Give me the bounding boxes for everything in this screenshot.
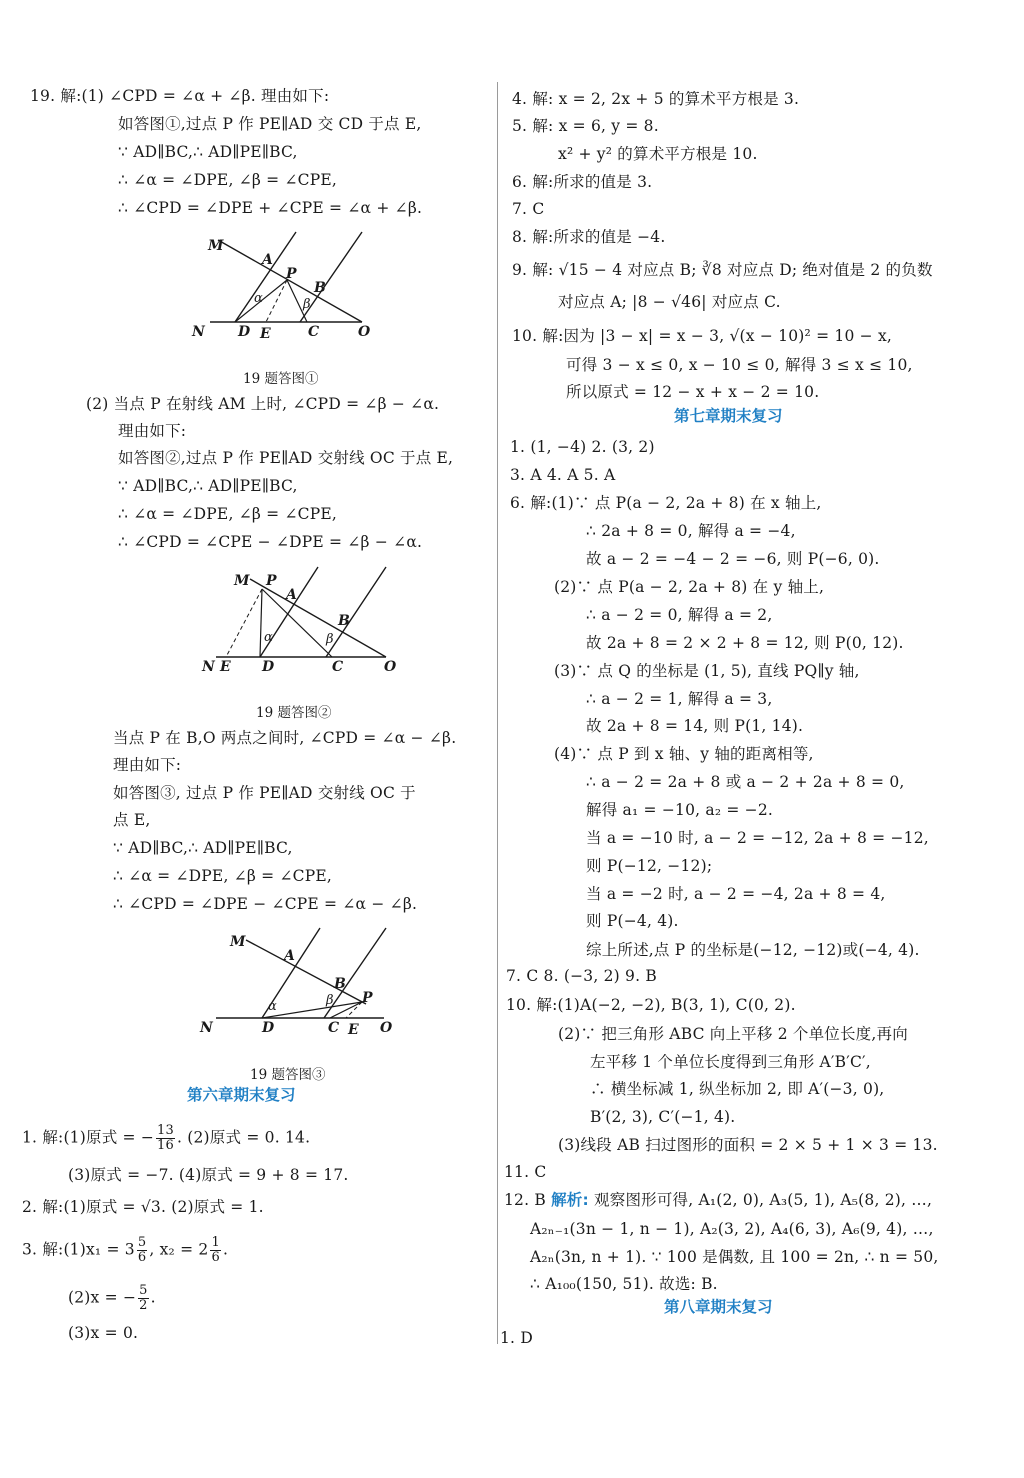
- ch6-q3-line-a: [22, 1236, 228, 1265]
- q19-line-3: ∵ AD∥BC,∴ AD∥PE∥BC,: [118, 143, 298, 161]
- r-q8: 8. 解:所求的值是 −4.: [512, 228, 666, 246]
- fig1-label-p: P: [286, 266, 297, 282]
- fig2-label-n: N: [202, 659, 215, 675]
- fig2-label-beta: β: [326, 632, 334, 647]
- fig1-label-e: E: [260, 326, 271, 342]
- r-q9-a: 9. 解: √15 − 4 对应点 B; ∛8 对应点 D; 绝对值是 2 的负数: [512, 261, 933, 279]
- q19-3-line-5: ∵ AD∥BC,∴ AD∥PE∥BC,: [113, 839, 293, 857]
- fig2-label-o: O: [384, 659, 397, 675]
- q19-line-5: ∴ ∠CPD = ∠DPE + ∠CPE = ∠α + ∠β.: [118, 199, 423, 217]
- q19-2-line-5: ∴ ∠α = ∠DPE, ∠β = ∠CPE,: [118, 505, 338, 523]
- ch6-q2-line: 2. 解:(1)原式 = √3. (2)原式 = 1.: [22, 1198, 264, 1216]
- q19-line-1: 19. 解:(1) ∠CPD = ∠α + ∠β. 理由如下:: [30, 87, 330, 105]
- figure-19-1-caption: 19 题答图①: [243, 371, 319, 387]
- ch7-q6-i: 故 2a + 8 = 14, 则 P(1, 14).: [586, 717, 804, 735]
- ch7-q6-f: 故 2a + 8 = 2 × 2 + 8 = 12, 则 P(0, 12).: [586, 634, 904, 652]
- fig1-label-b: B: [314, 280, 326, 296]
- ch7-q12-a: [504, 1190, 932, 1210]
- r-q10-c: 所以原式 = 12 − x + x − 2 = 10.: [566, 383, 820, 401]
- fig2-label-alpha: α: [264, 630, 273, 645]
- fig1-label-alpha: α: [254, 291, 263, 306]
- q19-2-line-6: ∴ ∠CPD = ∠CPE − ∠DPE = ∠β − ∠α.: [118, 533, 423, 551]
- q19-3-line-3: 如答图③, 过点 P 作 PE∥AD 交射线 OC 于: [113, 784, 416, 802]
- ch7-q6-e: ∴ a − 2 = 0, 解得 a = 2,: [586, 606, 773, 624]
- q19-3-line-2: 理由如下:: [113, 756, 182, 774]
- fig3-label-beta: β: [326, 993, 334, 1008]
- fig2-label-e: E: [220, 659, 231, 675]
- analysis-tag: 解析:: [551, 1191, 589, 1209]
- ch7-q6-k: ∴ a − 2 = 2a + 8 或 a − 2 + 2a + 8 = 0,: [586, 773, 905, 791]
- r-q5-a: 5. 解: x = 6, y = 8.: [512, 117, 659, 135]
- fig2-label-d: D: [262, 659, 275, 675]
- ch7-q6-d: (2)∵ 点 P(a − 2, 2a + 8) 在 y 轴上,: [554, 578, 825, 596]
- q19-line-2: 如答图①,过点 P 作 PE∥AD 交 CD 于点 E,: [118, 115, 422, 133]
- ch6-q3-b-tail: .: [150, 1288, 156, 1307]
- r-q7: 7. C: [512, 200, 545, 218]
- r-q10-a: 10. 解:因为 |3 − x| = x − 3, √(x − 10)² = 10 − x,: [512, 327, 893, 345]
- fig3-label-p: P: [362, 990, 373, 1006]
- fig1-label-a: A: [262, 252, 273, 268]
- ch7-q12-a-text: 观察图形可得, A₁(2, 0), A₃(5, 1), A₅(8, 2), …,: [588, 1191, 933, 1209]
- ch8-q1: 1. D: [500, 1329, 533, 1347]
- ch7-q6-m: 当 a = −10 时, a − 2 = −12, 2a + 8 = −12,: [586, 829, 929, 847]
- fraction-5-6: [137, 1236, 147, 1265]
- q19-2-line-1: (2) 当点 P 在射线 AM 上时, ∠CPD = ∠β − ∠α.: [86, 395, 440, 413]
- ch6-q3-line-b: [68, 1284, 156, 1313]
- ch6-q3-a-text: 3. 解:(1)x₁ = 3: [22, 1240, 135, 1259]
- ch7-q10-c: 左平移 1 个单位长度得到三角形 A′B′C′,: [590, 1053, 871, 1071]
- figure-19-2: [198, 563, 398, 683]
- ch7-q6-l: 解得 a₁ = −10, a₂ = −2.: [586, 801, 774, 819]
- ch7-q10-d: ∴ 横坐标减 1, 纵坐标加 2, 即 A′(−3, 0),: [590, 1080, 885, 1098]
- r-q9-b: 对应点 A; |8 − √46| 对应点 C.: [558, 293, 781, 311]
- ch7-q6-o: 当 a = −2 时, a − 2 = −4, 2a + 8 = 4,: [586, 885, 886, 903]
- ch7-q7-9: 7. C 8. (−3, 2) 9. B: [506, 967, 657, 985]
- q19-3-line-4: 点 E,: [113, 811, 151, 829]
- ch6-q3-b-text: (2)x = −: [68, 1288, 137, 1307]
- fig1-label-n: N: [192, 324, 205, 340]
- ch6-q3-a-mid: , x₂ = 2: [149, 1240, 209, 1259]
- fraction-denominator: 6: [211, 1250, 220, 1265]
- fig3-label-n: N: [200, 1020, 213, 1036]
- fig3-label-c: C: [328, 1020, 340, 1036]
- ch7-q6-a: 6. 解:(1)∵ 点 P(a − 2, 2a + 8) 在 x 轴上,: [510, 494, 822, 512]
- chapter-6-heading: 第六章期末复习: [187, 1086, 296, 1104]
- ch7-q12-d: ∴ A₁₀₀(150, 51). 故选: B.: [530, 1275, 718, 1293]
- fraction-numerator: 1: [211, 1235, 220, 1250]
- ch7-q12-c: A₂ₙ(3n, n + 1). ∵ 100 是偶数, 且 100 = 2n, ∴ n = 50,: [530, 1248, 939, 1266]
- ch6-q3-line-c: (3)x = 0.: [68, 1324, 139, 1342]
- figure-19-3-caption: 19 题答图③: [250, 1067, 326, 1083]
- ch7-q6-n: 则 P(−12, −12);: [586, 857, 713, 875]
- fraction-5-2: [138, 1284, 148, 1313]
- figure-19-1: [190, 228, 390, 348]
- fig3-label-m: M: [230, 934, 246, 950]
- fig1-label-m: M: [208, 238, 224, 254]
- ch7-q10-a: 10. 解:(1)A(−2, −2), B(3, 1), C(0, 2).: [506, 996, 796, 1014]
- q19-3-line-6: ∴ ∠α = ∠DPE, ∠β = ∠CPE,: [113, 867, 333, 885]
- ch7-q1-2: 1. (1, −4) 2. (3, 2): [510, 438, 655, 456]
- fig2-label-a: A: [286, 587, 297, 603]
- ch7-q6-j: (4)∵ 点 P 到 x 轴、y 轴的距离相等,: [554, 745, 814, 763]
- fig3-label-alpha: α: [268, 999, 277, 1014]
- fig2-label-m: M: [234, 573, 250, 589]
- fraction-denominator: 16: [157, 1138, 174, 1153]
- figure-19-2-caption: 19 题答图②: [256, 705, 332, 721]
- ch7-q10-f: (3)线段 AB 扫过图形的面积 = 2 × 5 + 1 × 3 = 13.: [558, 1136, 938, 1154]
- fig3-label-o: O: [380, 1020, 393, 1036]
- figure-19-3: [196, 924, 396, 1044]
- ch7-q10-b: (2)∵ 把三角形 ABC 向上平移 2 个单位长度,再向: [558, 1025, 908, 1043]
- column-divider: [497, 82, 498, 1344]
- fig1-label-beta: β: [303, 297, 311, 312]
- fraction-13-16: [156, 1124, 175, 1153]
- ch7-q6-b: ∴ 2a + 8 = 0, 解得 a = −4,: [586, 522, 796, 540]
- fig3-label-b: B: [334, 976, 346, 992]
- ch6-q1-a-tail: . (2)原式 = 0. 14.: [176, 1128, 311, 1147]
- fraction-numerator: 5: [137, 1235, 147, 1250]
- fraction-1-6: [210, 1236, 220, 1265]
- ch7-q6-h: ∴ a − 2 = 1, 解得 a = 3,: [586, 690, 773, 708]
- ch7-q10-e: B′(2, 3), C′(−1, 4).: [590, 1108, 736, 1126]
- ch7-q12-number: 12. B: [504, 1191, 552, 1209]
- ch6-q3-a-tail: .: [222, 1240, 229, 1259]
- ch6-q1-a-text: 1. 解:(1)原式 = −: [22, 1128, 155, 1147]
- fig1-label-d: D: [238, 324, 251, 340]
- fig2-label-p: P: [266, 573, 277, 589]
- ch7-q12-b: A₂ₙ₋₁(3n − 1, n − 1), A₂(3, 2), A₄(6, 3), A₆(9, 4), …,: [530, 1220, 934, 1238]
- q19-3-line-1: 当点 P 在 B,O 两点之间时, ∠CPD = ∠α − ∠β.: [113, 729, 457, 747]
- q19-3-line-7: ∴ ∠CPD = ∠DPE − ∠CPE = ∠α − ∠β.: [113, 895, 418, 913]
- ch7-q6-g: (3)∵ 点 Q 的坐标是 (1, 5), 直线 PQ∥y 轴,: [554, 662, 860, 680]
- q19-2-line-4: ∵ AD∥BC,∴ AD∥PE∥BC,: [118, 477, 298, 495]
- fig3-label-e: E: [348, 1022, 359, 1038]
- fig2-label-b: B: [338, 613, 350, 629]
- chapter-7-heading: 第七章期末复习: [674, 407, 783, 425]
- ch7-q11: 11. C: [504, 1163, 547, 1181]
- fraction-numerator: 13: [157, 1123, 174, 1138]
- ch6-q1-line-a: [22, 1124, 310, 1153]
- q19-2-line-3: 如答图②,过点 P 作 PE∥AD 交射线 OC 于点 E,: [118, 449, 454, 467]
- r-q6: 6. 解:所求的值是 3.: [512, 173, 653, 191]
- chapter-8-heading: 第八章期末复习: [664, 1298, 773, 1316]
- q19-line-4: ∴ ∠α = ∠DPE, ∠β = ∠CPE,: [118, 171, 338, 189]
- r-q5-b: x² + y² 的算术平方根是 10.: [558, 145, 758, 163]
- fraction-numerator: 5: [139, 1283, 148, 1298]
- ch7-q6-p: 则 P(−4, 4).: [586, 912, 679, 930]
- ch7-q3-5: 3. A 4. A 5. A: [510, 466, 616, 484]
- fig1-label-c: C: [308, 324, 320, 340]
- fraction-denominator: 2: [139, 1298, 148, 1313]
- q19-2-line-2: 理由如下:: [118, 422, 187, 440]
- ch6-q1-line-b: (3)原式 = −7. (4)原式 = 9 + 8 = 17.: [68, 1166, 349, 1184]
- ch7-q6-q: 综上所述,点 P 的坐标是(−12, −12)或(−4, 4).: [586, 941, 920, 959]
- fig3-label-a: A: [284, 948, 295, 964]
- fig1-label-o: O: [358, 324, 371, 340]
- r-q10-b: 可得 3 − x ≤ 0, x − 10 ≤ 0, 解得 3 ≤ x ≤ 10,: [566, 356, 913, 374]
- ch7-q6-c: 故 a − 2 = −4 − 2 = −6, 则 P(−6, 0).: [586, 550, 880, 568]
- r-q4: 4. 解: x = 2, 2x + 5 的算术平方根是 3.: [512, 90, 800, 108]
- fig2-label-c: C: [332, 659, 344, 675]
- fig3-label-d: D: [262, 1020, 275, 1036]
- fraction-denominator: 6: [137, 1250, 147, 1265]
